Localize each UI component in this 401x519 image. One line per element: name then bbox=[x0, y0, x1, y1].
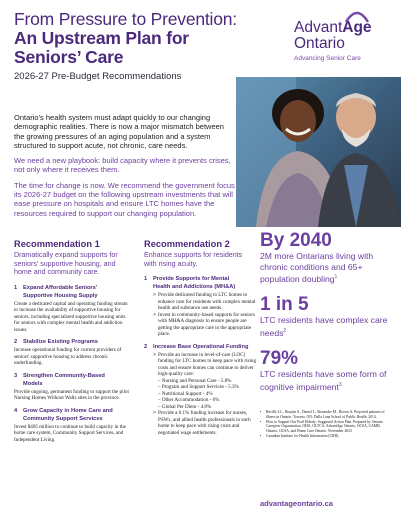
item-body: Create a dedicated capital and operating funding stream to increase the availability of supportive housing for seniors, including specialized supportive housing units for seniors with complex mental health and addiction issues. bbox=[14, 300, 128, 333]
item-heading-line1: Stabilize Existing Programs bbox=[23, 339, 98, 346]
rec1-item-2 bbox=[14, 339, 132, 367]
stat-figure: By 2040 bbox=[260, 230, 332, 251]
title-line-2: An Upstream Plan for bbox=[14, 28, 189, 48]
sub-bullet: – Nutritional Support - 4% bbox=[158, 390, 213, 397]
bullet: > Provide a 6.1% funding increase for nurses, PSWs, and allied health professionals in each home to keep pace with rising costs and negotiated wage settlements. bbox=[144, 410, 256, 436]
item-heading-line1: Expand Affordable Seniors' bbox=[23, 284, 98, 291]
sub-bullet: – Program and Support Services - 5.3% bbox=[158, 384, 239, 391]
item-heading-line1: Grow Capacity in Home Care and bbox=[23, 407, 113, 414]
item-number: 1 bbox=[14, 284, 18, 291]
item-heading-line2: Supportive Housing Supply bbox=[23, 292, 98, 299]
logo-word-ontario: Ontario bbox=[294, 35, 345, 52]
reference-item: • Canadian Institute for Health Information (CIHI) bbox=[260, 434, 392, 439]
bullet: > Provide an increase in level-of-care (LOC) funding for LTC homes to keep pace with rising costs and ensure homes can continue to deliver high-quality care: bbox=[144, 352, 256, 378]
item-body: Invest $405 million to continue to build capacity in the home care system, Community Support Services, and Independent Living. bbox=[14, 423, 126, 443]
rec1-lead: Dramatically expand supports for seniors' supportive housing, and home and community care. bbox=[14, 251, 118, 277]
item-heading-line1: Strengthen Community-Based bbox=[23, 372, 105, 379]
item-heading-line1: Increase Base Operational Funding bbox=[153, 343, 249, 350]
item-number: 2 bbox=[14, 339, 18, 346]
item-body: Increase operational funding for current providers of seniors' supportive housing to address chronic underfunding. bbox=[14, 347, 122, 367]
stat-text bbox=[260, 251, 392, 284]
rec1-item-4-heading bbox=[14, 408, 132, 415]
item-heading-line1: Provide Supports for Mental bbox=[153, 276, 230, 283]
rec1-item-1 bbox=[14, 285, 132, 334]
title-line-1: From Pressure to Prevention: bbox=[14, 9, 237, 29]
intro-paragraph-3: The time for change is now. We recommend the government focus its 2026-27 budget on the following upstream investments that will ease pressure on hospitals and ensure LTC homes have the resources required to support our changing population. bbox=[14, 180, 235, 218]
logo-word-age: Age bbox=[342, 19, 372, 36]
item-heading-line2: Community Support Services bbox=[23, 415, 103, 422]
item-heading-line2: Health and Addictions (MH&A) bbox=[153, 284, 236, 291]
item-number: 2 bbox=[144, 343, 148, 350]
intro-paragraph-1: Ontario's health system must adapt quickly to our changing demographic realities. There is now a major mismatch between the growing pressures of an aging population and a system structured to support acute, not chronic, care needs. bbox=[14, 113, 224, 150]
logo-word-advant: Advant bbox=[294, 19, 343, 36]
title-line-3: Seniors’ Care bbox=[14, 47, 124, 67]
stat-figure: 79% bbox=[260, 348, 299, 370]
photo-illustration bbox=[236, 77, 401, 227]
reference-item: • Beville I.C., Bourjin S., Daniel I., Alexander M., Brown A. Projected patterns of illness in Ontario. Toronto, ON: Dalla Lana School of Public Health, 2014. bbox=[260, 410, 392, 420]
rec1-title: Recommendation 1 bbox=[14, 239, 100, 249]
recommendation-1 bbox=[14, 239, 132, 449]
stat-2040 bbox=[260, 230, 392, 284]
rec2-item-1-heading bbox=[144, 276, 256, 283]
stat-text bbox=[260, 369, 392, 392]
rec1-item-3 bbox=[14, 373, 132, 402]
item-number: 3 bbox=[14, 372, 18, 379]
stat-text bbox=[260, 315, 392, 338]
bullet: > Provide dedicated funding to LTC homes to enhance care for residents with complex mental health and substance use needs. bbox=[144, 292, 256, 312]
website-link[interactable]: advantageontario.ca bbox=[260, 499, 333, 508]
bullet: > Invest in community-based supports for seniors with MH&A diagnosis to ensure people are getting the appropriate care in the appropriate place. bbox=[144, 312, 256, 338]
stat-text-body: LTC residents have complex care needs bbox=[260, 315, 388, 338]
footnote-marker: 1 bbox=[334, 274, 338, 280]
stat-1-in-5 bbox=[260, 294, 392, 338]
item-number: 1 bbox=[144, 276, 148, 283]
rec2-item-2 bbox=[144, 344, 256, 437]
item-heading-line2: Models bbox=[23, 380, 43, 387]
subtitle: 2026-27 Pre-Budget Recommendations bbox=[14, 71, 182, 82]
stats-panel bbox=[260, 230, 392, 402]
sub-bullet: – Nursing and Personal Care - 5.8% bbox=[158, 377, 232, 384]
reference-item: • How to Support Our Frail Elderly: Suggested Action Plan. Prepared by Ontario Caregiver Organization, OHA, OLTCA, AdvantAge Ontario, OCSA, CAMH, Ontario, OCSA, and Home Care Ontario. November 2023 bbox=[260, 420, 392, 434]
logo-wordmark bbox=[276, 20, 391, 36]
stat-text-body: LTC residents have some form of cognitive impairment bbox=[260, 369, 387, 392]
recommendation-2 bbox=[144, 239, 256, 442]
intro-paragraph-2: We need a new playbook: build capacity where it prevents crises, not only where it receives them. bbox=[14, 156, 231, 175]
seniors-photo bbox=[236, 77, 401, 227]
rec2-lead: Enhance supports for residents with rising acuity. bbox=[144, 251, 243, 268]
sub-bullet: – Other Accommodation - 6% bbox=[158, 397, 220, 404]
footnote-marker: 2 bbox=[283, 327, 287, 334]
rec1-item-1-heading bbox=[14, 285, 132, 292]
rec1-item-4 bbox=[14, 408, 132, 444]
item-body: Provide ongoing, permanent funding to support the pilot Nursing Homes Without Walls sites in the province. bbox=[14, 388, 129, 402]
logo-tagline: Advancing Senior Care bbox=[294, 55, 361, 62]
stat-79-percent bbox=[260, 348, 392, 392]
item-number: 4 bbox=[14, 407, 18, 414]
rec2-title: Recommendation 2 bbox=[144, 239, 230, 249]
intro-text bbox=[14, 113, 236, 224]
logo-arc-icon bbox=[344, 8, 370, 24]
rec2-item-2-heading bbox=[144, 344, 256, 351]
stat-text-body: 2M more Ontarians living with chronic conditions and 65+ population doubling bbox=[260, 251, 374, 284]
sub-bullet: – Global Per Diem - 4.8% bbox=[158, 403, 212, 410]
advantage-ontario-logo bbox=[276, 20, 391, 62]
document-header bbox=[14, 10, 244, 82]
references-list bbox=[260, 410, 392, 439]
rec1-item-3-heading bbox=[14, 373, 132, 380]
stat-figure: 1 in 5 bbox=[260, 294, 309, 316]
rec2-item-1 bbox=[144, 276, 256, 338]
footnote-marker: 3 bbox=[338, 381, 342, 388]
rec1-item-2-heading bbox=[14, 339, 132, 346]
